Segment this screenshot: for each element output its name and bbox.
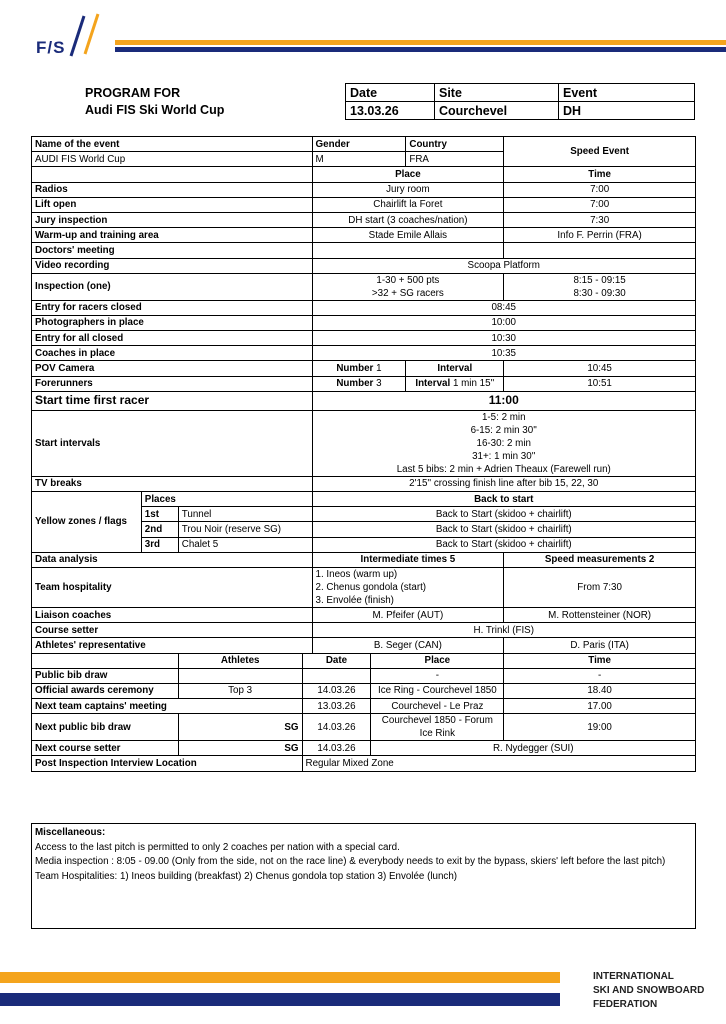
hospitality-list: 1. Ineos (warm up) 2. Chenus gondola (start) 3. Envolée (finish)	[312, 567, 504, 607]
program-title: PROGRAM FOR Audi FIS Ski World Cup	[85, 86, 225, 117]
event-value: DH	[559, 102, 695, 120]
miscellaneous-box: Miscellaneous: Access to the last pitch is permitted to only 2 coaches per nation with a special card. Media inspection : 8:05 - 09.00 (Only from the side, not on the race line) & everybody needs to exit by the bypass, skiers' left before the last pitch) Team Hospitalities: 1) Ineos building (breakfast) 2) Chenus gondola top station 3) Envolée (lunch)	[31, 823, 696, 929]
footer-stripe-orange	[0, 972, 560, 983]
program-table: Name of the event Gender Country Speed Event AUDI FIS World Cup M FRA Place Time Radios Jury room 7:00 Lift open Chairlift la Foret 7:00 Jury inspection DH start (3 coaches/nation) 7:30 Warm-up and training area Stade Emile Allais Info F. Perrin (FRA) Doctors' meeting Video recording Scoopa Platform Inspection (one) 1-30 + 500 pts >32 + SG racers 8:15 - 09:15 8:30 - 09:30 Entry for racers closed 08:45 Photographers in place 10:00 Entry for all closed 10:30 Coaches in place 10:35 POV Camera Number 1 Interval 10:45 Forerunners Number 3 Interval 1 min 15'' 10:51 Start time first racer 11:00 Start intervals 1-5: 2 min 6-15: 2 min 30'' 16-30: 2 min 31+: 1 min 30'' Last 5 bibs: 2 min + Adrien Theaux (Farewell run) TV breaks 2'15'' crossing finish line after bib 15, 22, 30 Yellow zones / flags Places Back to start 1st Tunnel Back to Start (skidoo + chairlift) 2nd Trou Noir (reserve SG) Back to Start (skidoo + chairlift) 3rd Chalet 5 Back to Start (skidoo + chairlift) Data analysis Intermediate times 5 Speed measurements 2 Team hospitality 1. Ineos (warm up) 2. Chenus gondola (start) 3. Envolée (finish) From 7:30 Liaison coaches M. Pfeifer (AUT) M. Rottensteiner (NOR) Course setter H. Trinkl (FIS) Athletes' representative B. Seger (CAN) D. Paris (ITA) Athletes Date Place Time Public bib draw - - Official awards ceremony Top 3 14.03.26 Ice Ring - Courchevel 1850 18.40 Next team captains' meeting 13.03.26 Courchevel - Le Praz 17.00 Next public bib draw SG 14.03.26 Courchevel 1850 - Forum Ice Rink 19:00 Next course setter SG 14.03.26 R. Nydegger (SUI) Post Inspection Interview Location Regular Mixed Zone	[31, 136, 696, 772]
date-site-event-table: Date Site Event 13.03.26 Courchevel DH	[345, 83, 695, 120]
federation-name: INTERNATIONAL SKI AND SNOWBOARD FEDERATION	[593, 971, 705, 1010]
header-stripe-orange	[115, 40, 726, 45]
date-value: 13.03.26	[346, 102, 435, 120]
logo-text: F/S	[36, 38, 66, 57]
fis-logo	[36, 8, 106, 58]
site-value: Courchevel	[435, 102, 559, 120]
event-type: Speed Event	[504, 137, 696, 167]
start-intervals-list: 1-5: 2 min 6-15: 2 min 30'' 16-30: 2 min 31+: 1 min 30'' Last 5 bibs: 2 min + Adrien Theaux (Farewell run)	[312, 410, 695, 476]
header-stripe-navy	[115, 47, 726, 52]
footer-stripe-navy	[0, 993, 560, 1006]
